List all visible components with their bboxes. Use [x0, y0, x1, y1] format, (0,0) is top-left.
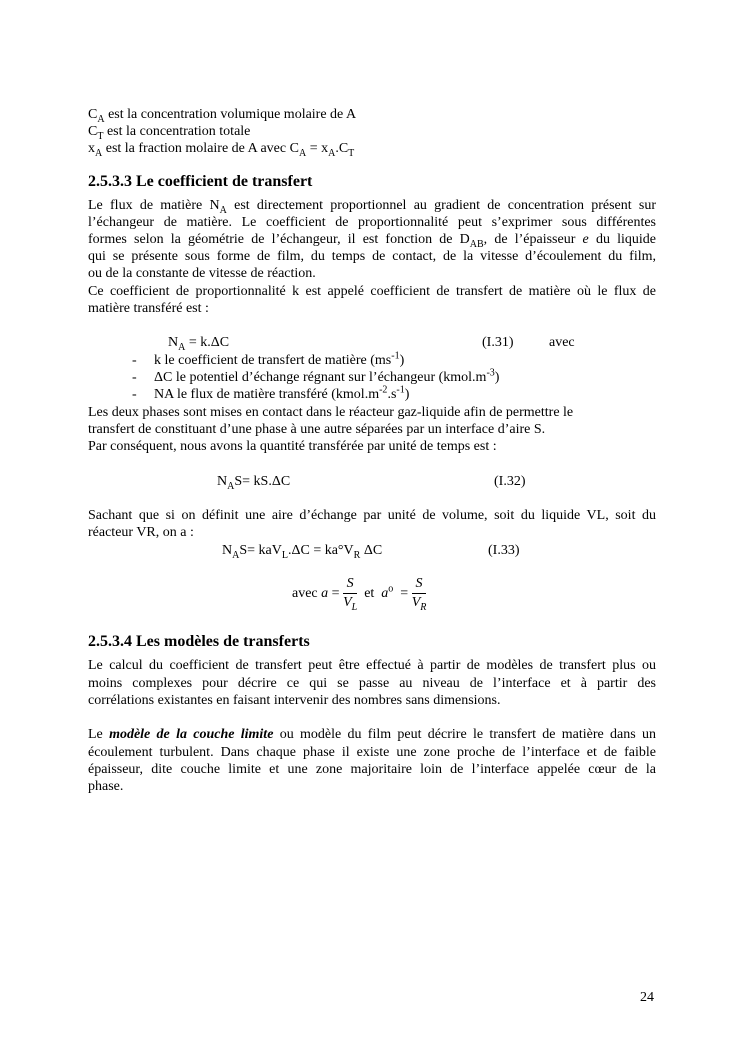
- equation-number-i33: (I.33): [488, 543, 520, 558]
- definition-ca: $C_A$ est la concentration volumique molaire de A: [88, 107, 357, 125]
- paragraph-line: phase.: [88, 779, 124, 794]
- equation-i31: $N_A = k.\Delta C$: [168, 335, 230, 353]
- paragraph-line: ou de la constante de vitesse de réaction.: [88, 266, 316, 281]
- section-heading-2534: 2.5.3.4 Les modèles de transferts: [88, 633, 310, 650]
- paragraph-line: Le calcul du coefficient de transfert peut être effectué à partir de modèles de transfert plus ou: [88, 658, 656, 673]
- paragraph-line: moins complexes pour décrire ce qui se passe au niveau de l’interface et à partir des: [88, 676, 656, 691]
- definition-ct: $C_T$ est la concentration totale: [88, 124, 251, 142]
- paragraph-line: transfert de constituant d’une phase à une autre séparées par un interface d’aire S.: [88, 422, 546, 437]
- document-page: $C_A$ est la concentration volumique molaire de A $C_T$ est la concentration totale $x_A$ est la fraction molaire de A avec $C_A = x_A.C_T$ 2.5.3.3 Le coefficient de transfert Le flux de matière $N_A$ est directement proportionnel au gradient de concentration présent sur l’échangeur de matière. Le coefficient de proportionnalité peut s’exprimer sous différentes formes selon la géométrie de l’échangeur, il est fonction de $D_{AB}$, de l’épaisseur e du liquide qui se présente sous forme de film, du temps de contact, de la vitesse d’écoulement du film, ou de la constante de vitesse de réaction. Ce coefficient de proportionnalité k est appelé coefficient de transfert de matière où le flux de matière transféré est : $N_A = k.\Delta C$ (I.31) avec - k le coefficient de transfert de matière $(ms^{-1})$ - ΔC le potentiel d’échange régnant sur l’échangeur $(kmol.m^{-3})$ - NA le flux de matière transféré $(kmol.m^{-2}.s^{-1})$ Les deux phases sont mises en contact dans le réacteur gaz-liquide afin de permettre le transfert de constituant d’une phase à une autre séparées par un interface d’aire S. Par conséquent, nous avons la quantité transférée par unité de temps est : $N_AS= kS.\Delta C$ (I.32) Sachant que si on définit une aire d’échange par unité de volume, soit du liquide VL, soit du réacteur VR, on a : $N_AS= kaV_L.\Delta C = ka^\circ V_R$ ΔC (I.33) avec a = $\frac{S}{V_L}$ et $a^o$ = $\frac{S}{V_R}$ 2.5.3.4 Les modèles de transferts Le calcul du coefficient de transfert peut être effectué à partir de modèles de transfert plus ou moins complexes pour décrire ce qui se passe au niveau de l’interface et à partir des corrélations existantes en faisant intervenir des nombres sans dimensions. Le modèle de la couche limite ou modèle du film peut décrire le transfert de matière dans un écoulement turbulent. Dans chaque phase il existe une zone proche de l’interface et de faible épaisseur, dite couche limite et une zone majoritaire loin de l’interface appelée cœur de la phase.: [88, 107, 657, 794]
- paragraph-line: Les deux phases sont mises en contact dans le réacteur gaz-liquide afin de permettre le: [88, 405, 574, 420]
- page-number: 24: [640, 990, 654, 1005]
- fraction-s-over-vr: $\frac{S}{V_R}$: [411, 576, 427, 614]
- equation-i33: $N_AS= kaV_L.\Delta C = ka^\circ V_R$ ΔC: [222, 543, 383, 561]
- paragraph-line: corrélations existantes en faisant intervenir des nombres sans dimensions.: [88, 693, 501, 708]
- paragraph-line: réacteur VR, on a :: [88, 525, 194, 540]
- paragraph-line: Le modèle de la couche limite ou modèle du film peut décrire le transfert de matière dans un: [88, 727, 657, 742]
- paragraph-line: formes selon la géométrie de l’échangeur, il est fonction de $D_{AB}$, de l’épaisseur e du liquide: [88, 232, 656, 250]
- paragraph-line: Par conséquent, nous avons la quantité transférée par unité de temps est :: [88, 439, 497, 454]
- paragraph-line: Le flux de matière $N_A$ est directement proportionnel au gradient de concentration présent sur: [88, 198, 656, 216]
- definition-xa: $x_A$ est la fraction molaire de A avec $C_A = x_A.C_T$: [88, 141, 355, 159]
- paragraph-line: écoulement turbulent. Dans chaque phase il existe une zone proche de l’interface et de faible: [88, 745, 656, 760]
- equation-area-definitions: avec a = $\frac{S}{V_L}$ et $a^o$ = $\frac{S}{V_R}$: [292, 576, 427, 614]
- section-heading-2533: 2.5.3.3 Le coefficient de transfert: [88, 173, 313, 190]
- paragraph-line: Sachant que si on définit une aire d’échange par unité de volume, soit du liquide VL, soit du: [88, 508, 656, 523]
- paragraph-line: Ce coefficient de proportionnalité k est appelé coefficient de transfert de matière où le flux de: [88, 284, 656, 299]
- paragraph-line: matière transféré est :: [88, 301, 209, 316]
- equation-number-i31: (I.31): [482, 335, 514, 350]
- fraction-s-over-vl: $\frac{S}{V_L}$: [343, 576, 358, 614]
- equation-avec: avec: [549, 335, 575, 350]
- equation-i32: $N_AS= kS.\Delta C$: [217, 474, 291, 492]
- paragraph-line: qui se présente sous forme de film, du temps de contact, de la vitesse d’écoulement du film,: [88, 249, 656, 264]
- paragraph-line: épaisseur, dite couche limite et une zone majoritaire loin de l’interface appelée cœur de la: [88, 762, 656, 777]
- equation-number-i32: (I.32): [494, 474, 526, 489]
- paragraph-line: l’échangeur de matière. Le coefficient de proportionnalité peut s’exprimer sous différentes: [88, 215, 656, 230]
